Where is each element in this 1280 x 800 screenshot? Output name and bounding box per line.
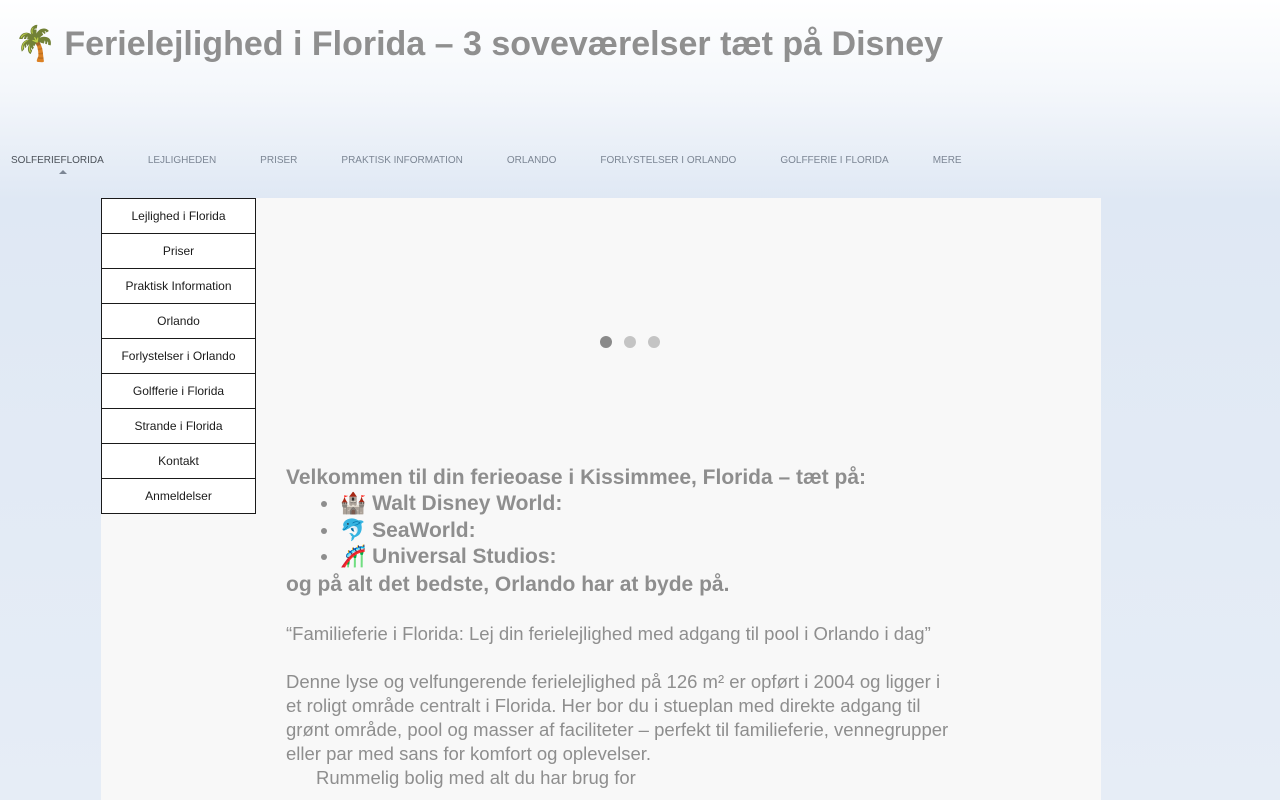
attractions-list [286, 491, 956, 571]
sidenav-item-anmeldelser[interactable]: Anmeldelser [101, 478, 256, 514]
top-navigation [0, 152, 1280, 178]
topnav-item-forlystelser[interactable] [589, 152, 758, 169]
topnav-item-label: MERE [932, 155, 962, 166]
active-caret-icon [59, 170, 67, 174]
slider-pagination [600, 336, 672, 348]
article [286, 464, 956, 790]
site-header [0, 0, 1280, 130]
topnav-item-label: GOLFFERIE I FLORIDA [780, 155, 889, 166]
topnav-item-label: FORLYSTELSER I ORLANDO [600, 155, 737, 166]
description-paragraph: Denne lyse og velfungerende ferielejlighed på 126 m² er opført i 2004 og ligger i et roligt område centralt i Florida. Her bor du i stueplan med direkte adgang til grønt område, pool og masser af faciliteter – perfekt til familieferie, vennegrupper eller par med sans for komfort og oplevelser. [286, 670, 949, 764]
slider-dot-2[interactable] [624, 336, 636, 348]
list-item [340, 491, 956, 518]
attraction-label: SeaWorld: [372, 518, 476, 542]
topnav-item-lejligheden[interactable] [137, 152, 238, 169]
topnav-item-label: SOLFERIEFLORIDA [11, 155, 104, 166]
slider-dot-1[interactable] [600, 336, 612, 348]
intro-heading: Velkommen til din ferieoase i Kissimmee, Florida – tæt på: [286, 466, 867, 489]
more-text: Rummelig bolig med alt du har brug for [316, 766, 636, 788]
topnav-item-golfferie[interactable] [769, 152, 910, 169]
topnav-item-label: LEJLIGHEDEN [147, 155, 217, 166]
intro-outro: og på alt det bedste, Orlando har at byde på. [286, 572, 730, 596]
attraction-label: Universal Studios: [372, 545, 557, 568]
topnav-item-solferieflorida[interactable] [0, 152, 126, 169]
topnav-item-praktisk-information[interactable] [330, 152, 485, 169]
roller-coaster-icon: 🎢 [340, 545, 367, 568]
slider-dot-3[interactable] [648, 336, 660, 348]
topnav-item-label: PRAKTISK INFORMATION [341, 155, 463, 166]
sidenav-item-praktisk-information[interactable]: Praktisk Information [101, 268, 256, 304]
sidenav-item-strande[interactable]: Strande i Florida [101, 408, 256, 444]
topnav-item-mere[interactable] [922, 152, 984, 169]
sidenav-item-forlystelser[interactable]: Forlystelser i Orlando [101, 338, 256, 374]
dolphin-icon: 🐬 [340, 518, 367, 542]
site-title[interactable] [14, 22, 943, 66]
sidenav-item-lejlighed[interactable]: Lejlighed i Florida [101, 198, 256, 234]
list-item [340, 544, 956, 571]
attraction-label: Walt Disney World: [372, 492, 563, 515]
side-navigation [101, 198, 256, 514]
sidenav-item-orlando[interactable]: Orlando [101, 303, 256, 339]
sidenav-item-kontakt[interactable]: Kontakt [101, 443, 256, 479]
topnav-item-label: ORLANDO [506, 155, 557, 166]
list-item [340, 518, 956, 545]
sidenav-item-golfferie[interactable]: Golfferie i Florida [101, 373, 256, 409]
sidenav-item-priser[interactable]: Priser [101, 233, 256, 269]
topnav-item-label: PRISER [260, 155, 298, 166]
topnav-item-orlando[interactable] [496, 152, 578, 169]
topnav-item-priser[interactable] [249, 152, 319, 169]
quote-text: “Familieferie i Florida: Lej din ferielejlighed med adgang til pool i Orlando i dag” [286, 622, 931, 644]
castle-icon: 🏰 [340, 492, 367, 515]
site-title-text: Ferielejlighed i Florida – 3 soveværelser tæt på Disney [64, 25, 944, 63]
palm-tree-icon: 🌴 [14, 25, 57, 63]
